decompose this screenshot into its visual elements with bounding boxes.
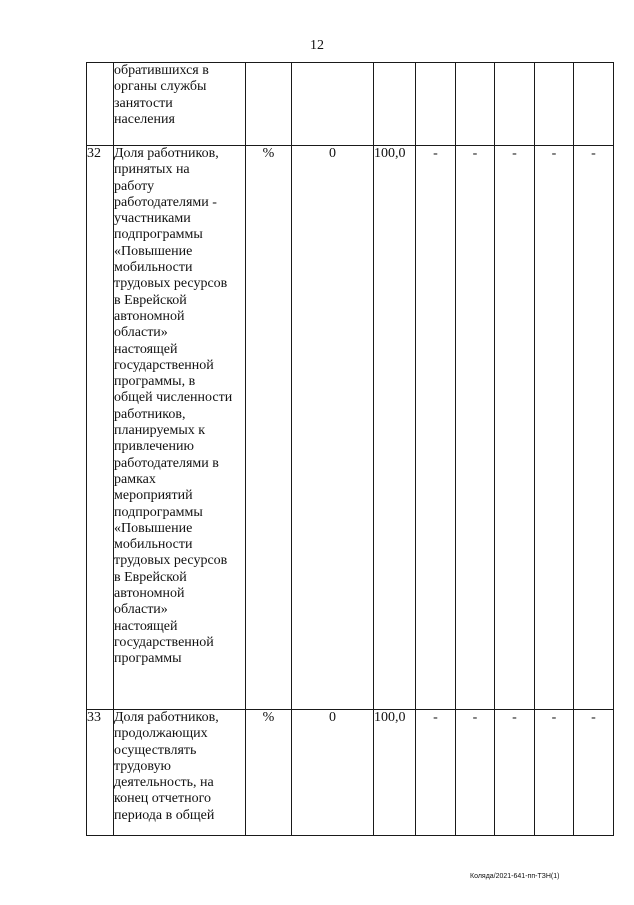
indicator-name-line: автономной: [114, 586, 185, 602]
year-value-cell: [535, 63, 574, 146]
indicator-name-line: в Еврейской: [114, 569, 187, 585]
indicator-name-line: обратившихся в: [114, 63, 209, 78]
target-value-cell: 100,0: [374, 146, 416, 710]
year-value-cell: -: [416, 710, 456, 836]
indicator-name-line: трудовую: [114, 758, 171, 774]
year-value-cell: -: [416, 146, 456, 710]
indicator-name-line: «Повышение: [114, 243, 193, 259]
year-value-cell: [416, 63, 456, 146]
indicator-name: [114, 146, 246, 710]
year-value-cell: -: [495, 146, 535, 710]
indicator-name-line: осуществлять: [114, 742, 197, 758]
indicator-name-line: программы: [114, 651, 182, 667]
year-value-cell: [574, 63, 614, 146]
table-row: [87, 146, 614, 710]
indicator-name-line: «Повышение: [114, 520, 193, 536]
indicator-name-line: занятости: [114, 95, 173, 111]
indicator-name-line: подпрограммы: [114, 227, 203, 243]
indicator-name-line: работу: [114, 178, 155, 194]
indicator-name-line: принятых на: [114, 162, 190, 178]
indicator-name-line: планируемых к: [114, 423, 206, 439]
indicator-name-line: продолжающих: [114, 726, 208, 742]
year-value-cell: -: [456, 146, 495, 710]
base-value-cell: 0: [292, 710, 374, 836]
indicator-name-line: населения: [114, 111, 175, 127]
indicator-name-line: трудовых ресурсов: [114, 553, 228, 569]
table-row: [87, 710, 614, 836]
base-value-cell: 0: [292, 146, 374, 710]
year-value-cell: -: [535, 146, 574, 710]
indicator-name-line: настоящей: [114, 618, 178, 634]
row-number: 32: [87, 146, 114, 710]
unit-cell: %: [246, 146, 292, 710]
indicator-name-line: трудовых ресурсов: [114, 276, 228, 292]
row-number: [87, 63, 114, 146]
year-value-cell: -: [456, 710, 495, 836]
row-number: 33: [87, 710, 114, 836]
indicator-name-line: настоящей: [114, 341, 178, 357]
indicator-name-line: Доля работников,: [114, 710, 219, 725]
page-number: 12: [310, 38, 324, 53]
indicator-name-line: области»: [114, 602, 168, 618]
year-value-cell: [495, 63, 535, 146]
indicator-name-line: области»: [114, 325, 168, 341]
indicator-name-line: мобильности: [114, 537, 193, 553]
indicator-name-line: работодателями в: [114, 455, 219, 471]
indicator-name-line: подпрограммы: [114, 504, 203, 520]
indicator-name-line: работодателями -: [114, 194, 217, 210]
indicator-name-line: автономной: [114, 308, 185, 324]
indicator-name: [114, 63, 246, 146]
table-row: [87, 63, 614, 146]
year-value-cell: -: [574, 710, 614, 836]
document-code: Коляда/2021-641-пп-ТЗН(1): [470, 873, 560, 880]
indicator-name-line: государственной: [114, 357, 214, 373]
indicator-name-line: рамках: [114, 471, 156, 487]
indicator-name-line: участниками: [114, 211, 191, 227]
indicator-name: [114, 710, 246, 836]
indicator-name-line: периода в общей: [114, 807, 215, 823]
indicators-table: [86, 62, 614, 836]
indicator-name-line: Доля работников,: [114, 146, 219, 161]
indicator-name-line: в Еврейской: [114, 292, 187, 308]
unit-cell: [246, 63, 292, 146]
indicator-name-line: органы службы: [114, 79, 207, 95]
indicator-name-line: привлечению: [114, 439, 194, 455]
unit-cell: %: [246, 710, 292, 836]
target-value-cell: [374, 63, 416, 146]
year-value-cell: [456, 63, 495, 146]
year-value-cell: -: [574, 146, 614, 710]
indicator-name-line: программы, в: [114, 374, 196, 390]
target-value-cell: 100,0: [374, 710, 416, 836]
indicator-name-line: государственной: [114, 634, 214, 650]
indicator-name-line: мероприятий: [114, 488, 193, 504]
indicator-name-line: мобильности: [114, 260, 193, 276]
indicator-name-line: работников,: [114, 406, 186, 422]
indicator-name-line: конец отчетного: [114, 791, 211, 807]
base-value-cell: [292, 63, 374, 146]
indicator-name-line: общей численности: [114, 390, 233, 406]
year-value-cell: -: [535, 710, 574, 836]
year-value-cell: -: [495, 710, 535, 836]
indicator-name-line: деятельность, на: [114, 775, 214, 791]
